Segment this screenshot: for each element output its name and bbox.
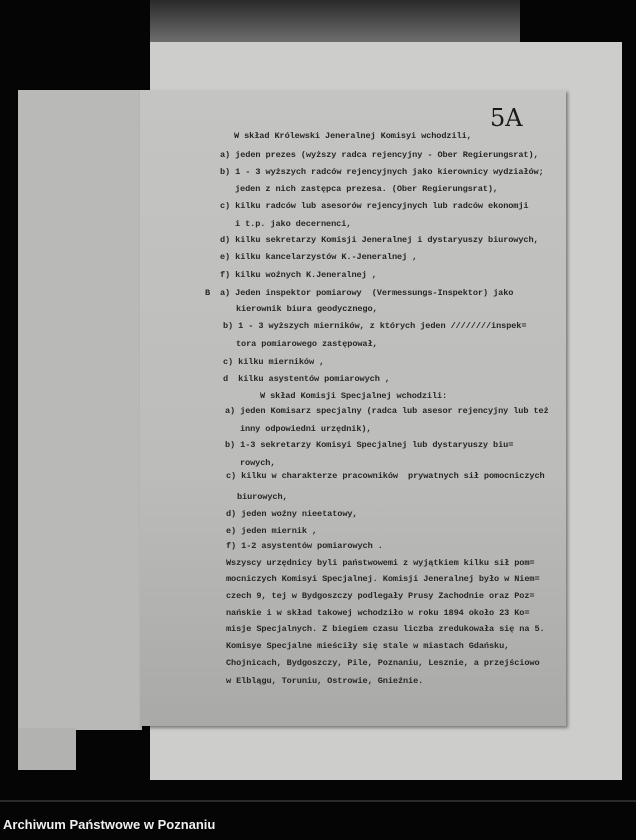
text-line: Wszyscy urzędnicy byli państwowemi z wyjątkiem kilku sił pom=	[226, 558, 535, 568]
text-line: d) kilku sekretarzy Komisji Jeneralnej i dystaryuszy biurowych,	[220, 235, 539, 245]
folio-number: 5A	[490, 104, 523, 132]
section-heading: W skład Komisji Specjalnej wchodzili:	[260, 391, 448, 401]
text-line: d kilku asystentów pomiarowych ,	[223, 374, 390, 384]
text-line: misje Specjalnych. Z biegiem czasu liczba zredukowała się na 5.	[226, 624, 545, 634]
scan-border	[0, 800, 636, 802]
text-line: Chojnicach, Bydgoszczy, Pile, Poznaniu, Lesznie, a przejściowo	[226, 658, 540, 668]
text-line: b) 1 - 3 wyższych mierników, z których jeden ////////inspek=	[223, 321, 527, 331]
text-line: c) kilku mierników ,	[223, 357, 325, 367]
text-line: e) jeden miernik ,	[226, 526, 318, 536]
archive-caption: Archiwum Państwowe w Poznaniu	[3, 817, 216, 832]
text-line: w Elblągu, Toruniu, Ostrowie, Gnieźnie.	[226, 676, 424, 686]
text-line: b) 1 - 3 wyższych radców rejencyjnych jako kierownicy wydziałów;	[220, 167, 544, 177]
text-line: a) jeden Komisarz specjalny (radca lub asesor rejencyjny lub też	[225, 406, 549, 416]
text-line: i t.p. jako decernenci,	[235, 219, 352, 229]
text-line: e) kilku kancelarzystów K.-Jeneralnej ,	[220, 252, 418, 262]
text-line: czech 9, tej w Bydgoszczy podlegały Prusy Zachodnie oraz Poz=	[226, 591, 535, 601]
text-line: inny odpowiedni urzędnik),	[240, 424, 372, 434]
text-line: c) kilku radców lub asesorów rejencyjnych lub radców ekonomji	[220, 201, 529, 211]
section-marker: B	[205, 288, 211, 298]
text-line: W skład Królewski Jeneralnej Komisyi wchodzili,	[234, 131, 472, 141]
text-line: jeden z nich zastępca prezesa. (Ober Regierungsrat),	[235, 184, 498, 194]
text-line: tora pomiarowego zastępował,	[236, 339, 378, 349]
text-line: Komisye Specjalne mieściły się stale w miastach Gdańsku,	[226, 641, 510, 651]
text-line: mocniczych Komisyi Specjalnej. Komisji Jeneralnej było w Niem=	[226, 574, 540, 584]
text-line: d) jeden woźny nieetatowy,	[226, 509, 358, 519]
text-line: c) kilku w charakterze pracowników prywatnych sił pomocniczych	[226, 471, 545, 481]
adjacent-page-edge	[18, 90, 142, 730]
text-line: a) jeden prezes (wyższy radca rejencyjny - Ober Regierungsrat),	[220, 150, 539, 160]
text-line: b) 1-3 sekretarzy Komisyi Specjalnej lub dystaryuszy biu=	[225, 440, 514, 450]
text-line: biurowych,	[237, 492, 288, 502]
text-line: kierownik biura geodycznego,	[236, 304, 378, 314]
text-line: rowych,	[240, 458, 276, 468]
text-line: a) Jeden inspektor pomiarowy (Vermessungs-Inspektor) jako	[220, 288, 514, 298]
text-line: f) 1-2 asystentów pomiarowych .	[226, 541, 383, 551]
page-tab	[18, 728, 76, 770]
underlying-folder-edge	[150, 0, 520, 42]
text-line: f) kilku woźnych K.Jeneralnej ,	[220, 270, 377, 280]
text-line: nańskie i w skład takowej wchodziło w roku 1894 około 23 Ko=	[226, 608, 530, 618]
